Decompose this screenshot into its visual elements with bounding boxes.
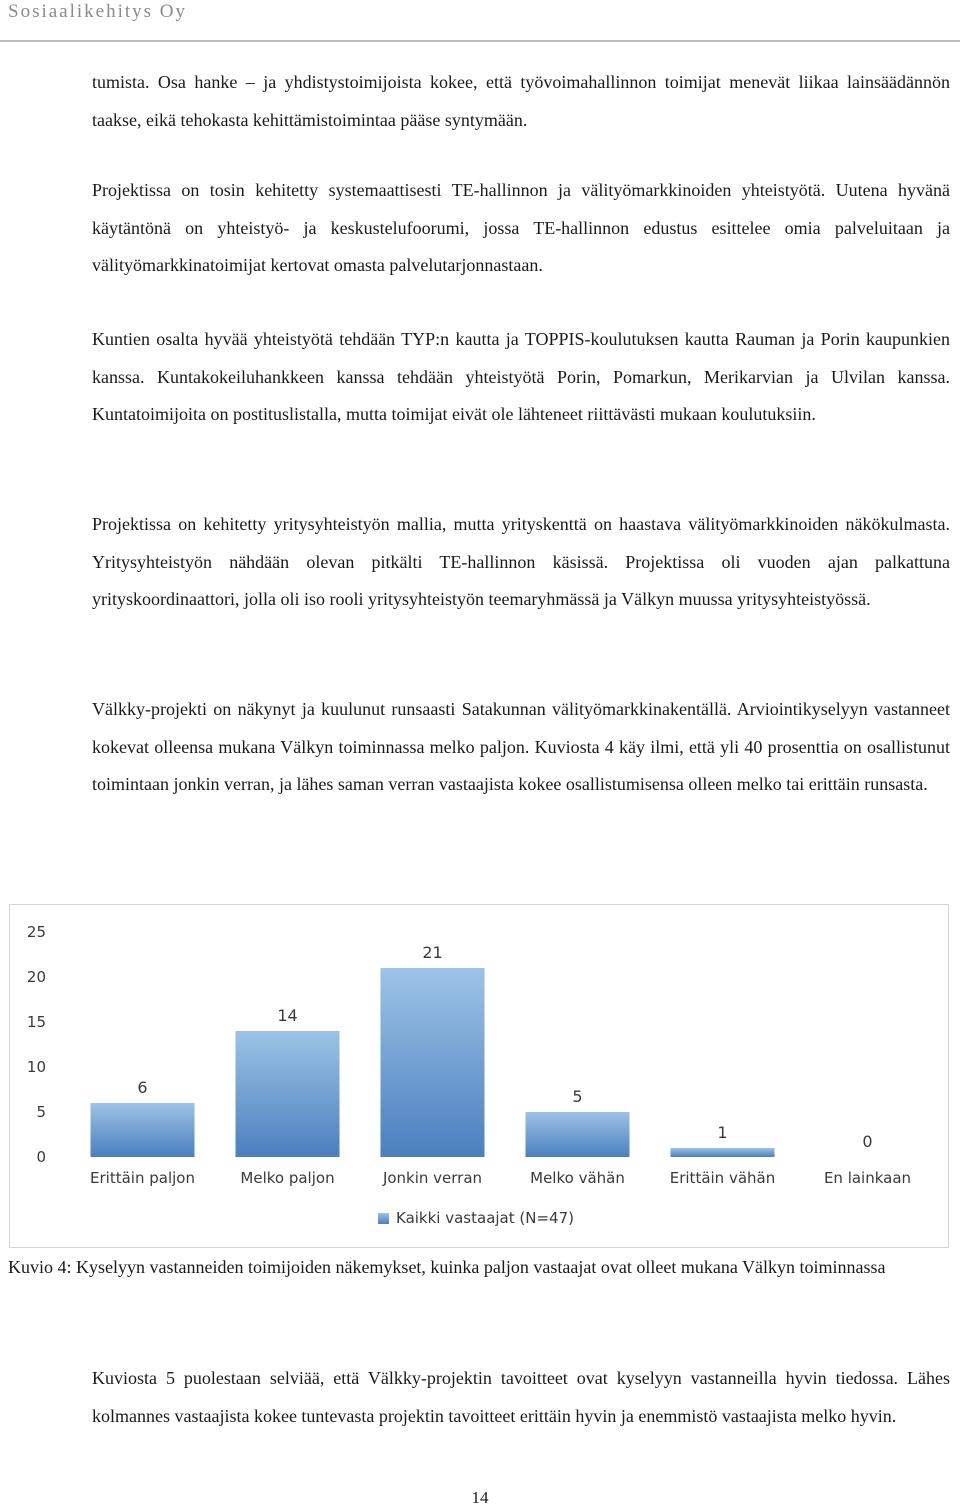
figure-caption: Kuvio 4: Kyselyyn vastanneiden toimijoiden näkemykset, kuinka paljon vastaajat ovat olleet mukana Välkyn toiminnassa [8, 1257, 886, 1277]
x-category-label: Erittäin vähän [669, 1169, 776, 1187]
y-tick-label: 25 [26, 923, 46, 941]
paragraph-1: tumista. Osa hanke – ja yhdistystoimijoista kokee, että työvoimahallinnon toimijat menevät liikaa lainsäädännön taakse, eikä tehokasta kehittämistoimintaa pääse syntymään. [92, 72, 950, 130]
y-tick-label: 20 [26, 968, 46, 986]
bar-chart-svg [10, 905, 950, 1249]
x-category-label: Erittäin paljon [90, 1169, 195, 1187]
bar [671, 1148, 775, 1157]
legend-swatch [378, 1213, 389, 1224]
data-label: 6 [137, 1078, 148, 1097]
bar [236, 1031, 340, 1157]
header-title: Sosiaalikehitys Oy [8, 1, 188, 22]
paragraph-4: Projektissa on kehitetty yritysyhteistyön mallia, mutta yrityskenttä on haastava välityömarkkinoiden näkökulmasta. Yritysyhteistyön nähdään olevan pitkälti TE-hallinnon käsissä. Projektissa oli vuoden ajan palkattuna yrityskoordinaattori, jolla oli iso rooli yritysyhteistyön teemaryhmässä ja Välkyn muussa yritysyhteistyössä. [92, 514, 950, 609]
paragraph-5: Välkky-projekti on näkynyt ja kuulunut runsaasti Satakunnan välityömarkkinakentällä. Arviointikyselyyn vastanneet kokevat olleensa mukana Välkyn toiminnassa melko paljon. Kuviosta 4 käy ilmi, että yli 40 prosenttia on osallistunut toimintaan jonkin verran, ja lähes saman verran vastaajista kokee osallistumisensa olleen melko tai erittäin runsasta. [92, 699, 950, 794]
header-rule [0, 40, 960, 42]
y-tick-label: 10 [26, 1058, 46, 1076]
legend-label: Kaikki vastaajat (N=47) [396, 1209, 574, 1227]
x-category-label: Jonkin verran [382, 1169, 483, 1187]
bar [526, 1112, 630, 1157]
data-label: 5 [572, 1087, 583, 1106]
y-tick-label: 5 [36, 1103, 46, 1121]
bar-chart [9, 904, 949, 1248]
data-label: 1 [717, 1123, 728, 1142]
bar [91, 1103, 195, 1157]
data-label: 14 [277, 1006, 298, 1025]
y-tick-label: 0 [36, 1148, 46, 1166]
page-number: 14 [471, 1488, 489, 1507]
paragraph-6: Kuviosta 5 puolestaan selviää, että Välkky-projektin tavoitteet ovat kyselyyn vastanneilla hyvin tiedossa. Lähes kolmannes vastaajista kokee tuntevasta projektin tavoitteet erittäin hyvin ja enemmistö vastaajista melko hyvin. [92, 1368, 950, 1426]
x-category-label: Melko vähän [530, 1169, 625, 1187]
data-label: 0 [862, 1132, 873, 1151]
x-category-label: En lainkaan [823, 1169, 912, 1187]
data-label: 21 [422, 943, 443, 962]
bar [381, 968, 485, 1157]
y-tick-label: 15 [26, 1013, 46, 1031]
paragraph-2: Projektissa on tosin kehitetty systemaattisesti TE-hallinnon ja välityömarkkinoiden yhteistyötä. Uutena hyvänä käytäntönä on yhteistyö- ja keskustelufoorumi, jossa TE-hallinnon edustus esittelee omia palveluitaan ja välityömarkkinatoimijat kertovat omasta palvelutarjonnastaan. [92, 180, 950, 275]
x-category-label: Melko paljon [240, 1169, 335, 1187]
paragraph-3: Kuntien osalta hyvää yhteistyötä tehdään TYP:n kautta ja TOPPIS-koulutuksen kautta Rauman ja Porin kaupunkien kanssa. Kuntakokeiluhankkeen kanssa tehdään yhteistyötä Porin, Pomarkun, Merikarvian ja Ulvilan kanssa. Kuntatoimijoita on postituslistalla, mutta toimijat eivät ole lähteneet riittävästi mukaan koulutuksiin. [92, 329, 950, 424]
